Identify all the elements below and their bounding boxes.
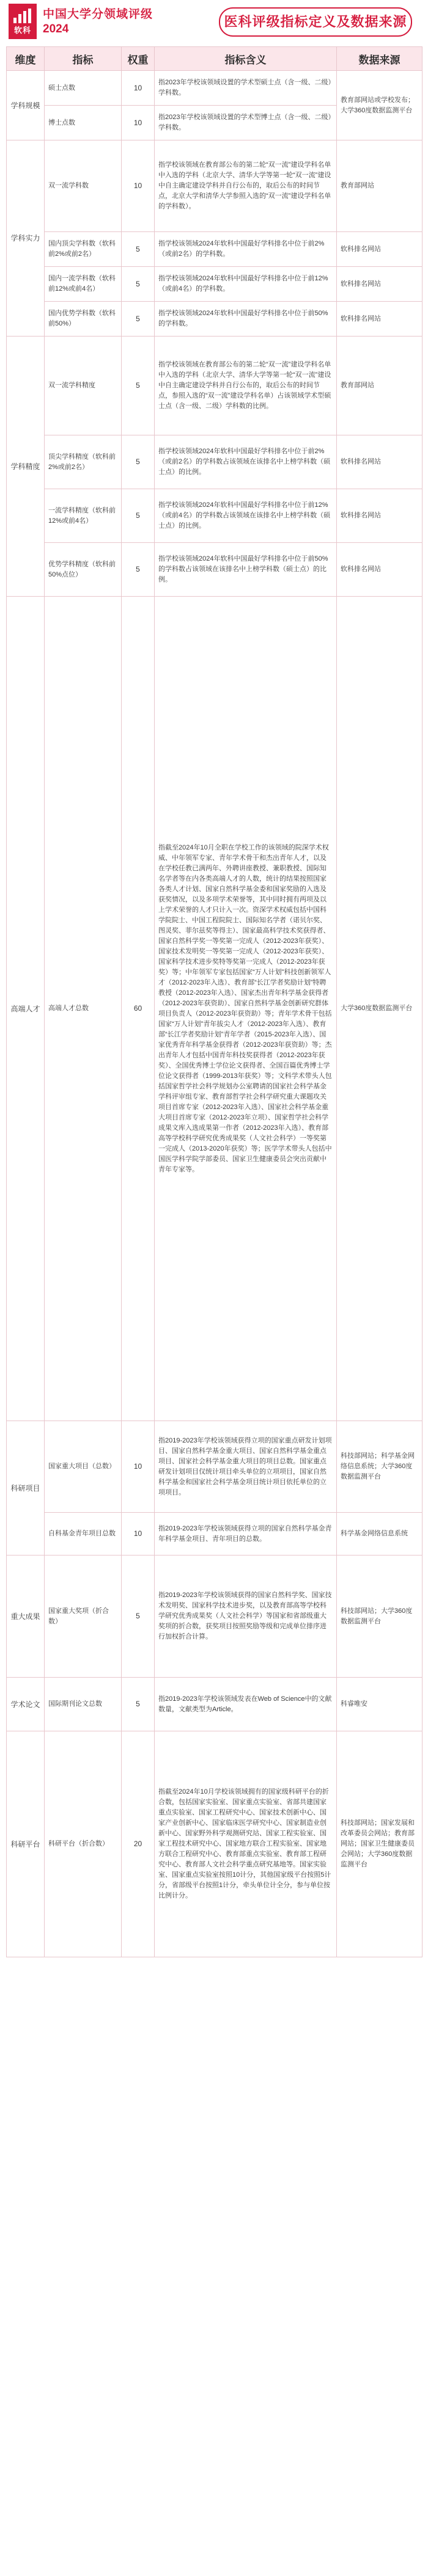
meaning-cell: 指学校该领域2024年软科中国最好学科排名中位于前50%的学科数占该领域在该排名中上榜学科数（硕士点）的比例。 — [155, 543, 337, 597]
source-cell: 科睿唯安 — [337, 1678, 422, 1731]
indicator-name: 国内一流学科数（软科前12%或前4名） — [45, 267, 122, 302]
dimension-cell: 学科规模 — [7, 71, 45, 140]
dimension-cell: 科研项目 — [7, 1421, 45, 1555]
indicator-name: 国内顶尖学科数（软科前2%或前2名） — [45, 232, 122, 267]
header-source: 数据来源 — [337, 47, 422, 71]
table-row — [7, 597, 422, 1421]
weight-cell: 5 — [122, 489, 155, 543]
header-dimension: 维度 — [7, 47, 45, 71]
weight-cell: 5 — [122, 337, 155, 435]
table-row — [7, 543, 422, 597]
weight-cell: 5 — [122, 1678, 155, 1731]
source-cell: 教育部网站或学校发布；大学360度数据监测平台 — [337, 71, 422, 140]
brand-line1: 中国大学分领域评级 — [43, 8, 153, 21]
meaning-cell: 指学校该领域2024年软科中国最好学科排名中位于前12%（或前4名）的学科数占该领域在该排名中上榜学科数（硕士点）的比例。 — [155, 489, 337, 543]
table-header-row — [7, 47, 422, 71]
brand-line2: 2024 — [43, 23, 69, 35]
table-row — [7, 267, 422, 302]
table-row — [7, 1421, 422, 1513]
weight-cell: 10 — [122, 71, 155, 106]
dimension-cell: 重大成果 — [7, 1555, 45, 1678]
weight-cell: 20 — [122, 1731, 155, 1957]
weight-cell: 5 — [122, 1555, 155, 1678]
table-row — [7, 232, 422, 267]
dimension-cell: 学术论文 — [7, 1678, 45, 1731]
table-row — [7, 1513, 422, 1555]
meaning-cell: 指学校该领域2024年软科中国最好学科排名中位于前2%（或前2名）的学科数。 — [155, 232, 337, 267]
source-cell: 软科排名网站 — [337, 489, 422, 543]
source-cell: 软科排名网站 — [337, 232, 422, 267]
indicator-name: 双一流学科精度 — [45, 337, 122, 435]
dimension-cell: 科研平台 — [7, 1731, 45, 1957]
indicator-name: 科研平台（折合数） — [45, 1731, 122, 1957]
indicator-name: 双一流学科数 — [45, 140, 122, 232]
indicator-name: 硕士点数 — [45, 71, 122, 106]
dimension-cell: 学科精度 — [7, 337, 45, 597]
table-row — [7, 71, 422, 106]
source-cell: 软科排名网站 — [337, 302, 422, 337]
table-row — [7, 489, 422, 543]
meaning-cell: 指截至2024年10月学校该领域拥有的国家级科研平台的折合数，包括国家实验室、国家重点实验室、省部共建国家重点实验室、国家工程研究中心、国家技术创新中心、国家产业创新中心、国家临床医学研究中心、国家制造业创新中心、国家野外科学观测研究站、国家工程实验室、国家工程技术研究中心、国家地方联合工程实验室、国家地方联合工程研究中心、教育部重点实验室、教育部工程研究中心、教育部人文社会科学重点研究基地等。国家实验室、国家重点实验室按照10计分，其他国家级平台按照5计分，省部级平台按照1计分，牵头单位计全分，参与单位按比例计分。 — [155, 1731, 337, 1957]
indicator-name: 高端人才总数 — [45, 597, 122, 1421]
indicator-table — [6, 46, 422, 1957]
table-row — [7, 302, 422, 337]
indicator-name: 一流学科精度（软科前12%或前4名） — [45, 489, 122, 543]
meaning-cell: 指2019-2023年学校该领域获得的国家自然科学奖、国家技术发明奖、国家科学技术进步奖，以及教育部高等学校科学研究优秀成果奖（人文社会科学）等国家和省部级重大奖项的折合数，获奖项目按照奖励等级和完成单位排序进行加权折合计算。 — [155, 1555, 337, 1678]
weight-cell: 5 — [122, 543, 155, 597]
indicator-name: 国际期刊论文总数 — [45, 1678, 122, 1731]
table-row — [7, 1555, 422, 1678]
table-row — [7, 435, 422, 489]
dimension-cell: 学科实力 — [7, 140, 45, 337]
weight-cell: 10 — [122, 1421, 155, 1513]
header-indicator: 指标 — [45, 47, 122, 71]
source-cell: 教育部网站 — [337, 140, 422, 232]
indicator-name: 博士点数 — [45, 106, 122, 140]
indicator-name: 自科基金青年项目总数 — [45, 1513, 122, 1555]
meaning-cell: 指2019-2023年学校该领域获得立项的国家自然科学基金青年科学基金项目、青年项目的总数。 — [155, 1513, 337, 1555]
table-row — [7, 1731, 422, 1957]
indicator-name: 国家重大项目（总数） — [45, 1421, 122, 1513]
weight-cell: 5 — [122, 232, 155, 267]
source-cell: 科技部网站；大学360度数据监测平台 — [337, 1555, 422, 1678]
source-cell: 教育部网站 — [337, 337, 422, 435]
meaning-cell: 指学校该领域在教育部公布的第二轮“双一流”建设学科名单中入选的学科（北京大学、清华大学等第一轮“双一流”建设中自主确定建设学科并自行公布的，取后公布的时间节点，北京大学和清华大学参照入选的“双一流”建设学科名单的学科数）。 — [155, 140, 337, 232]
weight-cell: 10 — [122, 1513, 155, 1555]
meaning-cell: 指2019-2023年学校该领域获得立项的国家重点研发计划项目、国家自然科学基金重大项目、国家自然科学基金重点项目、国家社会科学基金重大项目的项目总数。国家重点研发计划项目仅统计项目牵头单位的立项项目，国家自然科学基金和国家社会科学基金项目统计项目依托单位的立项项目。 — [155, 1421, 337, 1513]
weight-cell: 5 — [122, 435, 155, 489]
weight-cell: 60 — [122, 597, 155, 1421]
weight-cell: 5 — [122, 302, 155, 337]
meaning-cell: 指学校该领域2024年软科中国最好学科排名中位于前2%（或前2名）的学科数占该领域在该排名中上榜学科数（硕士点）的比例。 — [155, 435, 337, 489]
source-cell: 软科排名网站 — [337, 435, 422, 489]
logo-text: 软科 — [13, 26, 31, 35]
source-cell: 科技部网站；国家发展和改革委员会网站；教育部网站；国家卫生健康委员会网站；大学360度数据监测平台 — [337, 1731, 422, 1957]
source-cell: 大学360度数据监测平台 — [337, 597, 422, 1421]
indicator-name: 国家重大奖项（折合数） — [45, 1555, 122, 1678]
dimension-cell: 高端人才 — [7, 597, 45, 1421]
brand-title — [43, 5, 153, 36]
weight-cell: 10 — [122, 106, 155, 140]
meaning-cell: 指学校该领域在教育部公布的第二轮“双一流”建设学科名单中入选的学科（北京大学、清华大学等第一轮“双一流”建设中自主确定建设学科并自行公布的，取后公布的时间节点，参照入选的“双一流”建设学科名单）占该领域学术型硕士点（含一级、二级）学科数的比例。 — [155, 337, 337, 435]
page-title: 医科评级指标定义及数据来源 — [219, 7, 412, 37]
table-row — [7, 140, 422, 232]
source-cell: 软科排名网站 — [337, 267, 422, 302]
meaning-cell: 指学校该领域2024年软科中国最好学科排名中位于前12%（或前4名）的学科数。 — [155, 267, 337, 302]
meaning-cell: 指截至2024年10月全职在学校工作的该领域的院深学术权威、中年领军专家、青年学术骨干和杰出青年人才，以及在学校任教已满两年、外聘讲座教授、兼职教授、国际知名学者等在内各类高端人才的人数，统计的结果按照国家各类人才计划、国家自然科学基金委和国家奖励的入选及获奖情况，以及多项学术荣誉等，其中同时拥有两项及以上学术荣誉的人才只计入一次。资深学术权威包括中国科学院院士、中国工程院院士、国际知名学者（诺贝尔奖、图灵奖、菲尔兹奖等得主）、国家最高科学技术奖获得者、国家自然科学奖一等奖第一完成人（2012-2023年获奖）、国家技术发明奖一等奖第一完成人（2012-2023年获奖）、国家科学技术进步奖特等奖第一完成人（2012-2023年获奖）等；中年领军专家包括国家“万人计划”科技创新领军人才（2012-2023年入选）、教育部“长江学者奖励计划”特聘教授（2012-2023年入选）、国家杰出青年科学基金获得者（2012-2023年获资助）、国家自然科学基金创新研究群体项目负责人（2012-2023年获资助）等；青年学术骨干包括国家“万人计划”青年拔尖人才（2012-2023年入选）、教育部“长江学者奖励计划”青年学者（2015-2023年入选）、国家优秀青年科学基金获得者（2012-2023年获资助）等；杰出青年人才包括中国青年科技奖获得者（2012-2023年获奖）、全国优秀博士学位论文获得者、全国百篇优秀博士学位论文获得者（1999-2013年获奖）等；文科学术带头人包括国家哲学社会科学规划办公室聘请的国家社会科学基金学科评审组专家、教育部哲学社会科学研究重大课题攻关项目首席专家（2012-2023年入选）、国家社会科学基金重大项目首席专家（2012-2023年立项）、国家哲学社会科学成果文库入选成果第一作者（2012-2023年入选）、教育部高等学校科学研究优秀成果奖（人文社会科学）一等奖第一完成人（2013-2020年获奖）等；医学学术带头人包括中国医学科学院学部委员、国家卫生健康委员会突出贡献中青年专家等。 — [155, 597, 337, 1421]
source-cell: 科技部网站；科学基金网络信息系统；大学360度数据监测平台 — [337, 1421, 422, 1513]
table-row — [7, 1678, 422, 1731]
meaning-cell: 指2023年学校该领域设置的学术型博士点（含一级、二级）学科数。 — [155, 106, 337, 140]
meaning-cell: 指2023年学校该领域设置的学术型硕士点（含一级、二级）学科数。 — [155, 71, 337, 106]
weight-cell: 5 — [122, 267, 155, 302]
indicator-name: 顶尖学科精度（软科前2%或前2名） — [45, 435, 122, 489]
meaning-cell: 指2019-2023年学校该领域发表在Web of Science中的文献数量，文献类型为Article。 — [155, 1678, 337, 1731]
source-cell: 科学基金网络信息系统 — [337, 1513, 422, 1555]
weight-cell: 10 — [122, 140, 155, 232]
header-weight: 权重 — [122, 47, 155, 71]
meaning-cell: 指学校该领域2024年软科中国最好学科排名中位于前50%的学科数。 — [155, 302, 337, 337]
indicator-name: 国内优势学科数（软科前50%） — [45, 302, 122, 337]
bar-chart-icon — [13, 9, 32, 23]
header-meaning: 指标含义 — [155, 47, 337, 71]
ranking-logo — [9, 4, 37, 39]
indicator-name: 优势学科精度（软科前50%点位） — [45, 543, 122, 597]
source-cell: 软科排名网站 — [337, 543, 422, 597]
table-row — [7, 337, 422, 435]
